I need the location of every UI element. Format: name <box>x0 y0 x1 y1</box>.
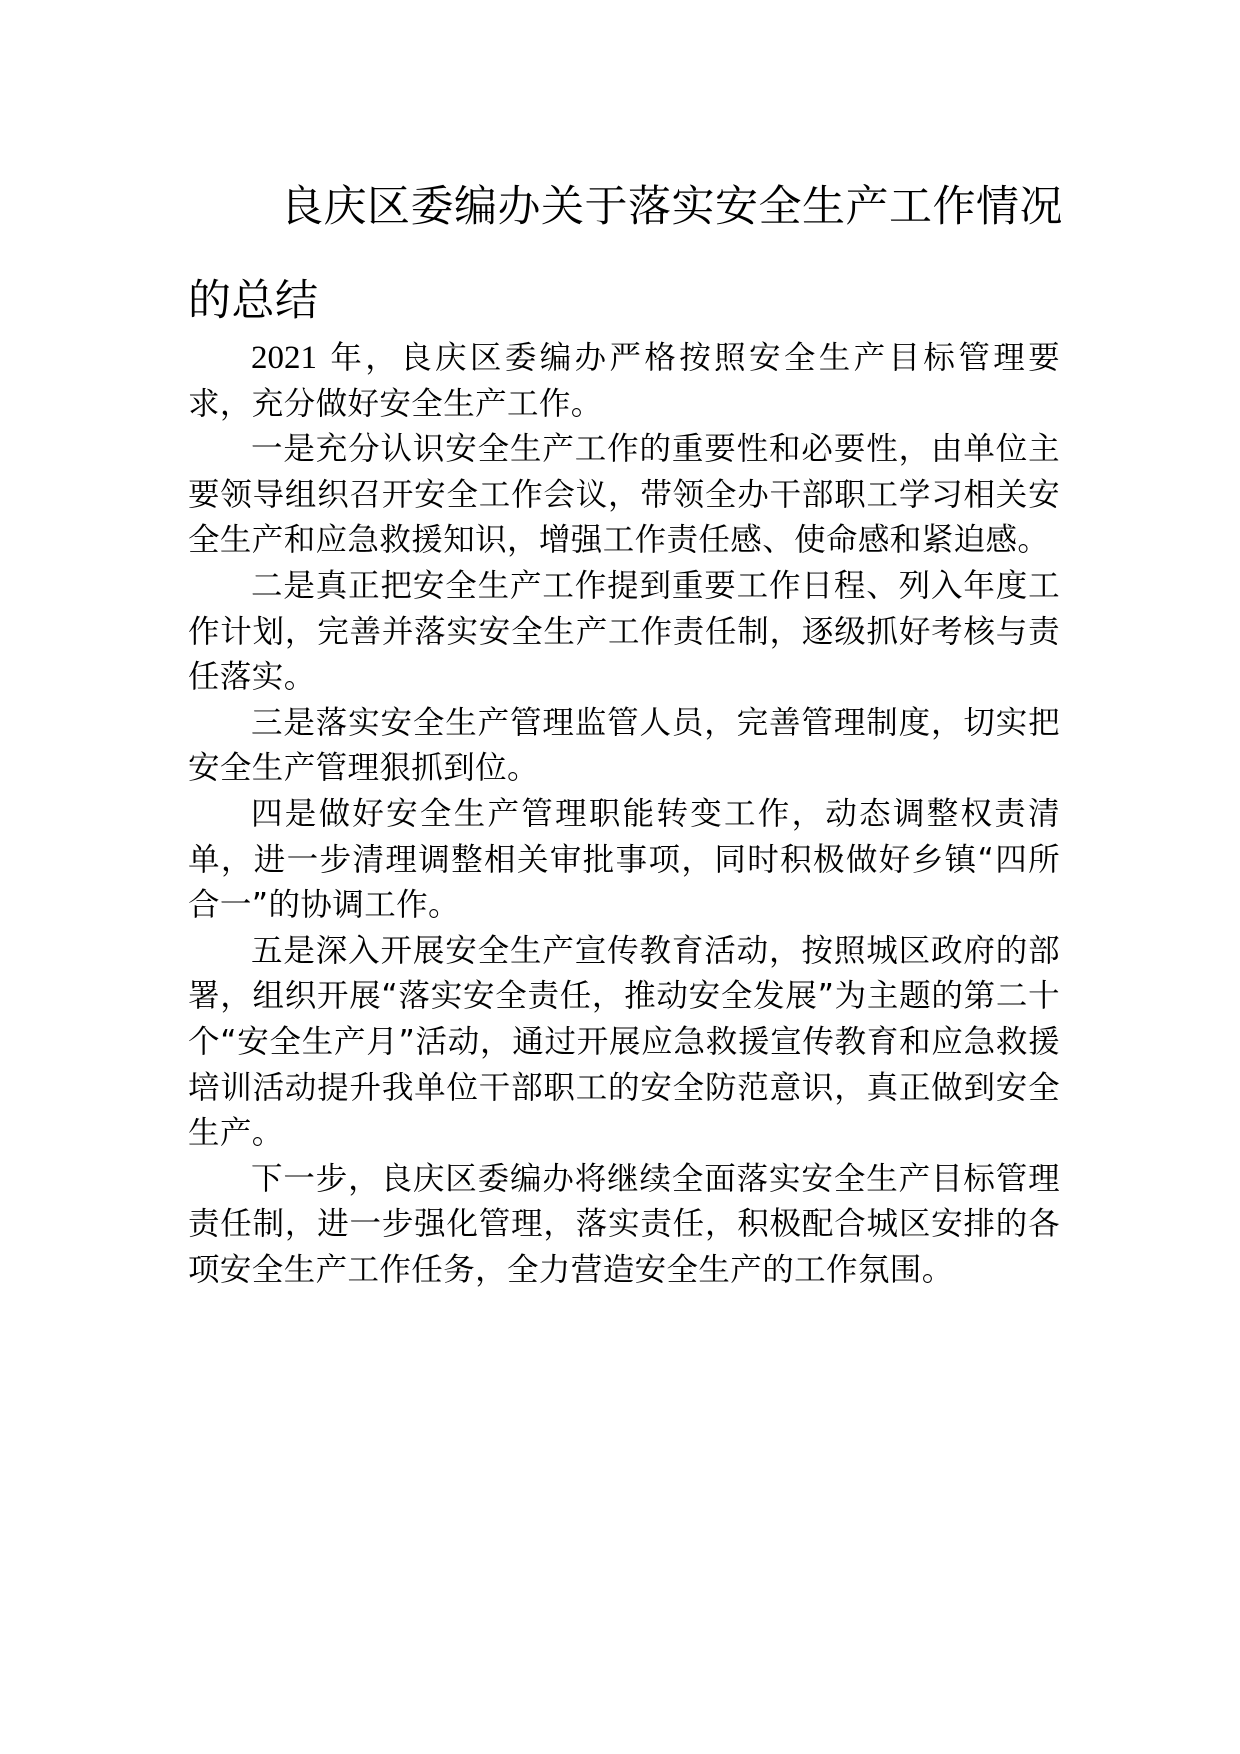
paragraph-point-3: 三是落实安全生产管理监管人员，完善管理制度，切实把安全生产管理狠抓到位。 <box>188 704 1060 787</box>
paragraph-text: 年，良庆区委编办严格按照安全生产目标管理要求，充分做好安全生产工作。 <box>188 340 1060 422</box>
paragraph-point-4: 四是做好安全生产管理职能转变工作，动态调整权责清单，进一步清理调整相关审批事项，同时积极做好乡镇“四所合一”的协调工作。 <box>188 795 1060 924</box>
paragraph-intro <box>188 336 1060 427</box>
paragraph-next-step: 下一步，良庆区委编办将继续全面落实安全生产目标管理责任制，进一步强化管理，落实责任，积极配合城区安排的各项安全生产工作任务，全力营造安全生产的工作氛围。 <box>188 1160 1060 1288</box>
paragraph-year: 2021 <box>251 340 317 376</box>
document-body <box>188 336 1060 1293</box>
document-title: 良庆区委编办关于落实安全生产工作情况的总结 <box>188 182 1063 326</box>
paragraph-point-1: 一是充分认识安全生产工作的重要性和必要性，由单位主要领导组织召开安全工作会议，带领全办干部职工学习相关安全生产和应急救援知识，增强工作责任感、使命感和紧迫感。 <box>188 431 1060 559</box>
paragraph-point-2: 二是真正把安全生产工作提到重要工作日程、列入年度工作计划，完善并落实安全生产工作责任制，逐级抓好考核与责任落实。 <box>188 567 1060 696</box>
paragraph-point-5: 五是深入开展安全生产宣传教育活动，按照城区政府的部署，组织开展“落实安全责任，推动安全发展”为主题的第二十个“安全生产月”活动，通过开展应急救援宣传教育和应急救援培训活动提升我单位干部职工的安全防范意识，真正做到安全生产。 <box>188 932 1060 1152</box>
